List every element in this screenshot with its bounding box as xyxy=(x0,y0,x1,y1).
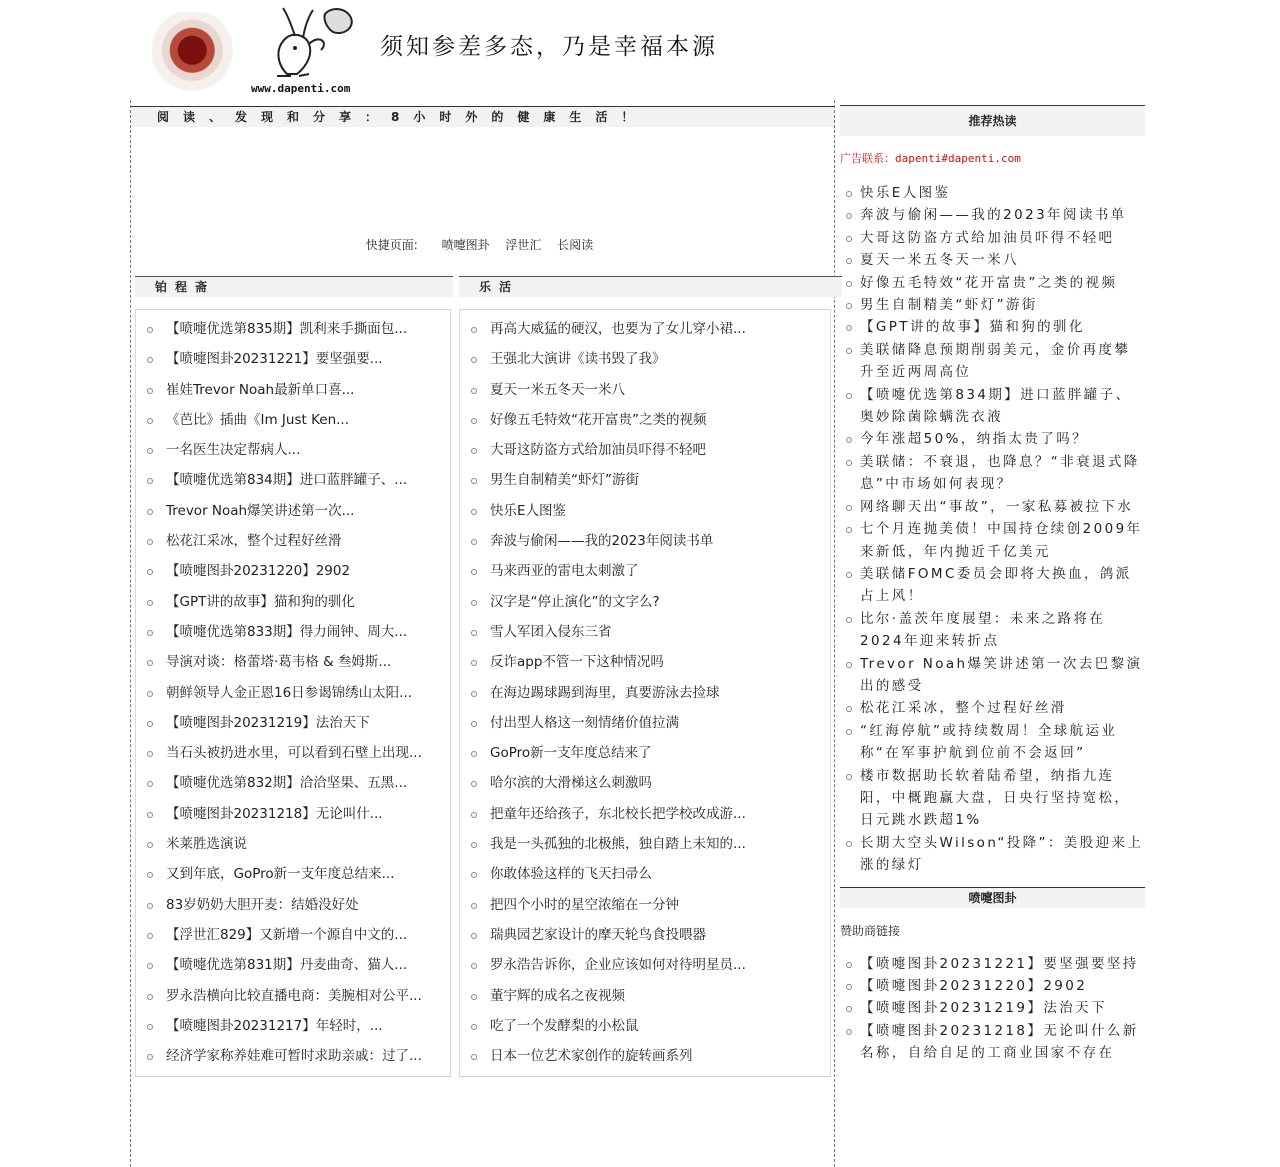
article-link[interactable]: 【GPT讲的故事】猫和狗的驯化 xyxy=(136,587,450,617)
article-link[interactable]: 董宇辉的成名之夜视频 xyxy=(460,981,830,1011)
article-link[interactable]: 再高大威猛的硬汉，也要为了女儿穿小裙... xyxy=(460,314,830,344)
article-list xyxy=(136,314,450,1071)
article-link[interactable]: 松花江采冰，整个过程好丝滑 xyxy=(136,526,450,556)
hot-read-link[interactable]: 美联储：不衰退，也降息？“非衰退式降息”中市场如何表现？ xyxy=(840,451,1145,496)
tugua-link[interactable]: 【喷嚏图卦20231221】要坚强要坚持 xyxy=(840,953,1145,975)
article-list-box xyxy=(459,309,831,1077)
tugua-link[interactable]: 【喷嚏图卦20231219】法治天下 xyxy=(840,997,1145,1019)
article-link[interactable]: 你敢体验这样的飞天扫帚么 xyxy=(460,859,830,889)
article-link[interactable]: 我是一头孤独的北极熊，独自踏上未知的... xyxy=(460,829,830,859)
article-link[interactable]: 夏天一米五冬天一米八 xyxy=(460,375,830,405)
article-link[interactable]: 导演对谈：格蕾塔·葛韦格 & 叁姆斯... xyxy=(136,647,450,677)
tugua-link[interactable]: 【喷嚏图卦20231218】无论叫什么新名称，自给自足的工商业国家不存在 xyxy=(840,1020,1145,1065)
hot-read-link[interactable]: 网络聊天出“事故”，一家私募被拉下水 xyxy=(840,496,1145,518)
article-link[interactable]: 汉字是“停止演化”的文字么? xyxy=(460,587,830,617)
article-link[interactable]: 瑞典园艺家设计的摩天轮鸟食投喂器 xyxy=(460,920,830,950)
hot-read-link[interactable]: 长期大空头Wilson“投降”：美股迎来上涨的绿灯 xyxy=(840,832,1145,877)
article-link[interactable]: 米莱胜选演说 xyxy=(136,829,450,859)
hot-read-link[interactable]: 楼市数据助长软着陆希望，纳指九连阳，中概跑赢大盘，日央行坚持宽松，日元跳水跌超1% xyxy=(840,765,1145,832)
tugua-list xyxy=(840,953,1145,1065)
article-link[interactable]: 【喷嚏优选第831期】丹麦曲奇、猫人... xyxy=(136,950,450,980)
hot-read-link[interactable]: 大哥这防盗方式给加油员吓得不轻吧 xyxy=(840,227,1145,249)
hot-read-link[interactable]: Trevor Noah爆笑讲述第一次去巴黎演出的感受 xyxy=(840,653,1145,698)
hot-read-link[interactable]: 夏天一米五冬天一米八 xyxy=(840,249,1145,271)
section-bochengzhai xyxy=(135,276,453,1077)
article-link[interactable]: 【喷嚏图卦20231221】要坚强要... xyxy=(136,344,450,374)
hot-read-link[interactable]: “红海停航”或持续数周！全球航运业称“在军事护航到位前不会返回” xyxy=(840,720,1145,765)
article-link[interactable]: 【喷嚏优选第834期】进口蓝胖罐子、... xyxy=(136,465,450,495)
article-link[interactable]: 哈尔滨的大滑梯这么刺激吗 xyxy=(460,768,830,798)
rabbit-logo-icon[interactable] xyxy=(247,4,365,84)
article-link[interactable]: 【喷嚏优选第835期】凯利来手撕面包... xyxy=(136,314,450,344)
article-link[interactable]: 《芭比》插曲《Im Just Ken... xyxy=(136,405,450,435)
sidebar-title-tugua: 喷嚏图卦 xyxy=(840,887,1145,908)
site-slogan: 须知参差多态，乃是幸福本源 xyxy=(380,34,718,60)
hot-read-link[interactable]: 比尔·盖茨年度展望：未来之路将在2024年迎来转折点 xyxy=(840,608,1145,653)
quick-links xyxy=(131,236,834,253)
hot-read-link[interactable]: 美联储降息预期削弱美元，金价再度攀升至近两周高位 xyxy=(840,339,1145,384)
article-list-box xyxy=(135,309,451,1077)
hot-read-list xyxy=(840,182,1145,877)
article-link[interactable]: 好像五毛特效“花开富贵”之类的视频 xyxy=(460,405,830,435)
section-lehuo xyxy=(459,276,842,1077)
article-link[interactable]: 吃了一个发酵梨的小松鼠 xyxy=(460,1011,830,1041)
section-title-lehuo: 乐活 xyxy=(459,276,842,297)
article-link[interactable]: GoPro新一支年度总结来了 xyxy=(460,738,830,768)
article-link[interactable]: 马来西亚的雷电太刺激了 xyxy=(460,556,830,586)
article-link[interactable]: 崔娃Trevor Noah最新单口喜... xyxy=(136,375,450,405)
article-link[interactable]: 【喷嚏图卦20231218】无论叫什... xyxy=(136,799,450,829)
article-link[interactable]: 快乐E人图鉴 xyxy=(460,496,830,526)
tugua-link[interactable]: 【喷嚏图卦20231220】2902 xyxy=(840,975,1145,997)
hot-read-link[interactable]: 男生自制精美“虾灯”游街 xyxy=(840,294,1145,316)
article-link[interactable]: 男生自制精美“虾灯”游街 xyxy=(460,465,830,495)
article-link[interactable]: 罗永浩告诉你，企业应该如何对待明星员... xyxy=(460,950,830,980)
article-link[interactable]: 又到年底，GoPro新一支年度总结来... xyxy=(136,859,450,889)
article-link[interactable]: 【喷嚏图卦20231217】年轻时，... xyxy=(136,1011,450,1041)
article-list xyxy=(460,314,830,1071)
quick-link-long-read[interactable]: 长阅读 xyxy=(557,238,594,252)
site-header xyxy=(135,0,835,100)
article-link[interactable]: 一名医生决定帮病人... xyxy=(136,435,450,465)
hot-read-link[interactable]: 今年涨超50%，纳指太贵了吗？ xyxy=(840,428,1145,450)
quick-link-tugua[interactable]: 喷嚏图卦 xyxy=(441,238,490,252)
main-content xyxy=(130,100,835,1167)
article-link[interactable]: 反诈app不管一下这种情况吗 xyxy=(460,647,830,677)
quick-links-label: 快捷页面: xyxy=(365,238,418,252)
section-title-bochengzhai: 铂程斋 xyxy=(135,276,453,297)
teacup-logo-image[interactable] xyxy=(140,12,235,97)
sponsor-links-label: 赞助商链接 xyxy=(840,923,901,938)
sidebar-title-hot: 推荐热读 xyxy=(840,105,1145,136)
article-link[interactable]: 【喷嚏图卦20231220】2902 xyxy=(136,556,450,586)
hot-read-link[interactable]: 好像五毛特效“花开富贵”之类的视频 xyxy=(840,272,1145,294)
site-url: www.dapenti.com xyxy=(251,82,351,95)
article-link[interactable]: 雪人军团入侵东三省 xyxy=(460,617,830,647)
article-link[interactable]: 奔波与偷闲——我的2023年阅读书单 xyxy=(460,526,830,556)
article-link[interactable]: 把四个小时的星空浓缩在一分钟 xyxy=(460,890,830,920)
article-link[interactable]: 【喷嚏图卦20231219】法治天下 xyxy=(136,708,450,738)
hot-read-link[interactable]: 松花江采冰，整个过程好丝滑 xyxy=(840,697,1145,719)
hot-read-link[interactable]: 美联储FOMC委员会即将大换血，鸽派占上风！ xyxy=(840,563,1145,608)
article-link[interactable]: 83岁奶奶大胆开麦：结婚没好处 xyxy=(136,890,450,920)
article-link[interactable]: 大哥这防盗方式给加油员吓得不轻吧 xyxy=(460,435,830,465)
sidebar xyxy=(840,105,1145,1065)
ad-contact[interactable]: 广告联系：dapenti#dapenti.com xyxy=(840,152,1021,165)
article-link[interactable]: 当石头被扔进水里，可以看到石壁上出现... xyxy=(136,738,450,768)
article-link[interactable]: 王强北大演讲《读书毁了我》 xyxy=(460,344,830,374)
article-link[interactable]: 罗永浩横向比较直播电商：美腕相对公平... xyxy=(136,981,450,1011)
article-link[interactable]: 【喷嚏优选第832期】洽洽坚果、五黑... xyxy=(136,768,450,798)
article-link[interactable]: 朝鲜领导人金正恩16日参谒锦绣山太阳... xyxy=(136,678,450,708)
article-link[interactable]: 在海边踢球踢到海里，真要游泳去捡球 xyxy=(460,678,830,708)
article-link[interactable]: Trevor Noah爆笑讲述第一次... xyxy=(136,496,450,526)
article-link[interactable]: 日本一位艺术家创作的旋转画系列 xyxy=(460,1041,830,1071)
article-link[interactable]: 经济学家称养娃难可暂时求助亲戚：过了... xyxy=(136,1041,450,1071)
hot-read-link[interactable]: 奔波与偷闲——我的2023年阅读书单 xyxy=(840,204,1145,226)
article-link[interactable]: 付出型人格这一刻情绪价值拉满 xyxy=(460,708,830,738)
hot-read-link[interactable]: 七个月连抛美债！中国持仓续创2009年来新低，年内抛近千亿美元 xyxy=(840,518,1145,563)
hot-read-link[interactable]: 快乐E人图鉴 xyxy=(840,182,1145,204)
quick-link-fushihui[interactable]: 浮世汇 xyxy=(505,238,542,252)
hot-read-link[interactable]: 【GPT讲的故事】猫和狗的驯化 xyxy=(840,316,1145,338)
article-link[interactable]: 把童年还给孩子，东北校长把学校改成游... xyxy=(460,799,830,829)
hot-read-link[interactable]: 【喷嚏优选第834期】进口蓝胖罐子、奥妙除菌除螨洗衣液 xyxy=(840,384,1145,429)
article-link[interactable]: 【喷嚏优选第833期】得力闹钟、周大... xyxy=(136,617,450,647)
tagline-banner: 阅读、发现和分享：8小时外的健康生活！ xyxy=(131,106,834,127)
article-link[interactable]: 【浮世汇829】又新增一个源自中文的... xyxy=(136,920,450,950)
